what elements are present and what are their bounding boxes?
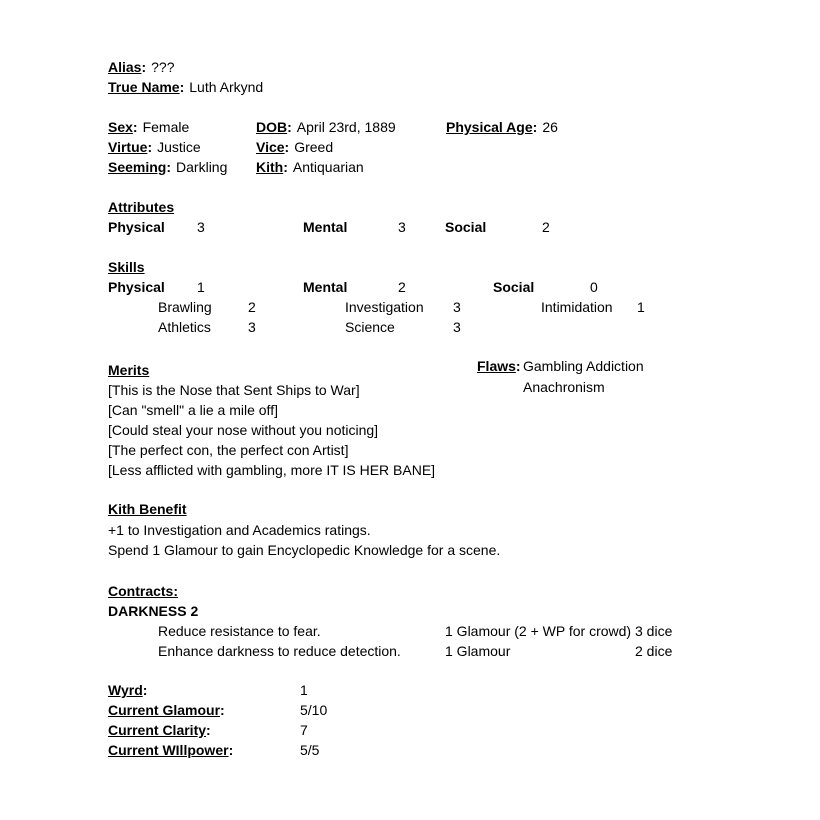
- merit-item: [Can "smell" a lie a mile off]: [108, 402, 278, 418]
- true-name-colon: [180, 79, 185, 95]
- current-willpower-value: 5/5: [300, 742, 320, 758]
- subskill-science-name: Science: [345, 319, 395, 335]
- contract-effect: Enhance darkness to reduce detection.: [158, 643, 401, 659]
- sex-label: Sex: [108, 119, 133, 135]
- kith-value: Antiquarian: [292, 159, 364, 175]
- current-clarity-value: 7: [300, 722, 308, 738]
- vice-label: Vice: [256, 139, 285, 155]
- vice-field: [256, 137, 333, 157]
- kith-benefit-line: Spend 1 Glamour to gain Encyclopedic Knowledge for a scene.: [108, 542, 501, 558]
- merits-heading: Merits: [108, 362, 150, 378]
- flaws-label: Flaws: [477, 358, 516, 374]
- vice-colon: [285, 139, 290, 155]
- subskill-intimidation-value: 1: [637, 299, 645, 315]
- skills-physical-value: 1: [197, 279, 205, 295]
- subskill-athletics-name: Athletics: [158, 319, 211, 335]
- merit-item: [Could steal your nose without you noticing]: [108, 422, 379, 438]
- current-clarity-label: Current Clarity: [108, 722, 207, 738]
- wyrd-value: 1: [300, 682, 308, 698]
- subskill-intimidation-name: Intimidation: [541, 299, 613, 315]
- kith-benefit-heading: Kith Benefit: [108, 501, 187, 517]
- kith-label: Kith: [256, 159, 284, 175]
- current-clarity-colon: [206, 722, 211, 738]
- flaws-colon: [516, 358, 521, 374]
- current-willpower-colon: [229, 742, 234, 758]
- seeming-field: [108, 157, 227, 177]
- attributes-mental-value: 3: [398, 219, 406, 235]
- skills-heading: Skills: [108, 259, 145, 275]
- subskill-investigation-value: 3: [453, 299, 461, 315]
- subskill-athletics-value: 3: [248, 319, 256, 335]
- wyrd-colon: [143, 682, 148, 698]
- alias-label: Alias: [108, 59, 142, 75]
- skills-social-value: 0: [590, 279, 598, 295]
- dob-value: April 23rd, 1889: [296, 119, 396, 135]
- subskill-brawling-name: Brawling: [158, 299, 212, 315]
- flaw-item: Gambling Addiction: [523, 358, 644, 374]
- merit-item: [The perfect con, the perfect con Artist]: [108, 442, 349, 458]
- current-willpower-label: Current WIllpower: [108, 742, 229, 758]
- attributes-mental-label: Mental: [303, 219, 348, 235]
- alias-value: ???: [151, 59, 175, 75]
- current-glamour-value: 5/10: [300, 702, 328, 718]
- current-glamour-colon: [220, 702, 225, 718]
- seeming-label: Seeming: [108, 159, 167, 175]
- skills-physical-label: Physical: [108, 279, 165, 295]
- skills-mental-value: 2: [398, 279, 406, 295]
- skills-mental-label: Mental: [303, 279, 348, 295]
- attributes-physical-label: Physical: [108, 219, 165, 235]
- kith-benefit-line: +1 to Investigation and Academics ratings.: [108, 522, 371, 538]
- current-glamour-label-group: [108, 700, 225, 720]
- alias-row: [108, 57, 175, 77]
- physical-age-value: 26: [542, 119, 558, 135]
- physical-age-label: Physical Age: [446, 119, 533, 135]
- wyrd-label: Wyrd: [108, 682, 143, 698]
- contract-cost: 1 Glamour: [445, 643, 511, 659]
- attributes-social-label: Social: [445, 219, 487, 235]
- vice-value: Greed: [294, 139, 334, 155]
- dob-colon: [287, 119, 292, 135]
- attributes-heading: Attributes: [108, 199, 175, 215]
- current-willpower-label-group: [108, 740, 233, 760]
- contracts-group: DARKNESS 2: [108, 603, 199, 619]
- contract-dice: 3 dice: [635, 623, 673, 639]
- flaw-item: Anachronism: [523, 379, 605, 395]
- merit-item: [Less afflicted with gambling, more IT IS HER BANE]: [108, 462, 436, 478]
- contract-cost: 1 Glamour (2 + WP for crowd): [445, 623, 632, 639]
- virtue-label: Virtue: [108, 139, 148, 155]
- dob-label: DOB: [256, 119, 288, 135]
- seeming-colon: [166, 159, 171, 175]
- true-name-value: Luth Arkynd: [189, 79, 264, 95]
- subskill-brawling-value: 2: [248, 299, 256, 315]
- sex-colon: [133, 119, 138, 135]
- physical-age-field: [446, 117, 558, 137]
- true-name-row: [108, 77, 263, 97]
- attributes-social-value: 2: [542, 219, 550, 235]
- physical-age-colon: [533, 119, 538, 135]
- flaws-label-group: [477, 356, 521, 376]
- virtue-field: [108, 137, 201, 157]
- seeming-value: Darkling: [176, 159, 228, 175]
- virtue-colon: [147, 139, 152, 155]
- current-glamour-label: Current Glamour: [108, 702, 221, 718]
- true-name-label: True Name: [108, 79, 180, 95]
- merit-item: [This is the Nose that Sent Ships to War]: [108, 382, 360, 398]
- sex-value: Female: [142, 119, 190, 135]
- skills-social-label: Social: [493, 279, 535, 295]
- sex-field: [108, 117, 189, 137]
- subskill-investigation-name: Investigation: [345, 299, 424, 315]
- kith-colon: [283, 159, 288, 175]
- contracts-heading: Contracts:: [108, 583, 179, 599]
- attributes-physical-value: 3: [197, 219, 205, 235]
- kith-field: [256, 157, 364, 177]
- subskill-science-value: 3: [453, 319, 461, 335]
- wyrd-label-group: [108, 680, 147, 700]
- dob-field: [256, 117, 396, 137]
- contract-effect: Reduce resistance to fear.: [158, 623, 321, 639]
- current-clarity-label-group: [108, 720, 211, 740]
- contract-dice: 2 dice: [635, 643, 673, 659]
- virtue-value: Justice: [157, 139, 201, 155]
- alias-colon: [141, 59, 146, 75]
